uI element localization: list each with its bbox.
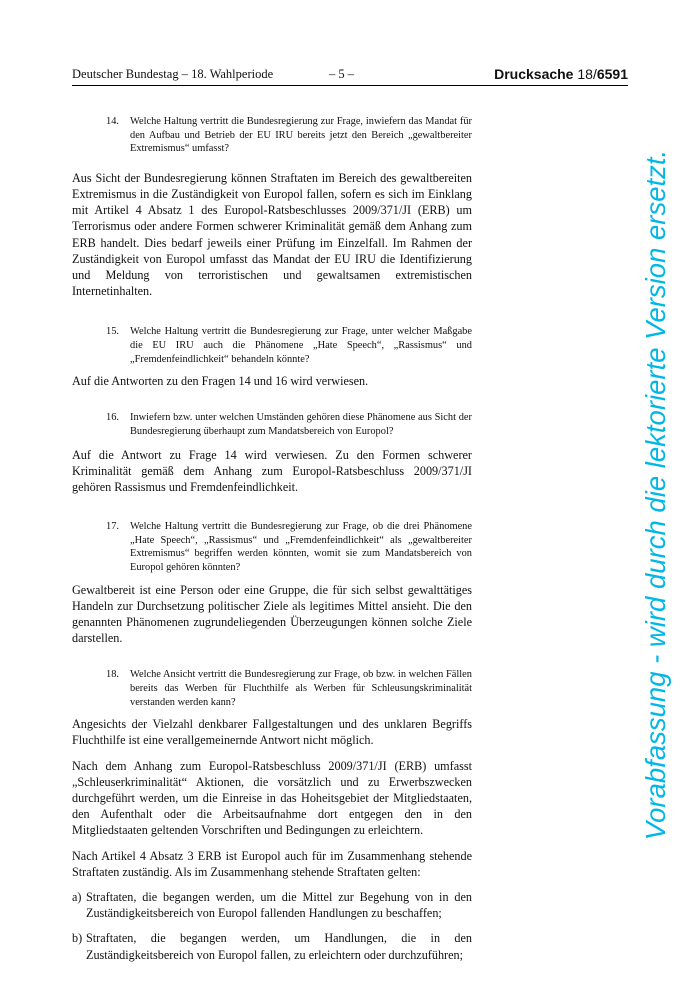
draft-watermark: Vorabfassung - wird durch die lektorierte Version ersetzt. bbox=[640, 149, 671, 841]
question-number: 18. bbox=[106, 669, 119, 681]
question-number: 14. bbox=[106, 116, 119, 127]
answer-18-paragraph: Nach Artikel 4 Absatz 3 ERB ist Europol auch für im Zusammenhang stehende Straftaten zuständig. Als im Zusammenhang stehende Straftaten gelten: bbox=[72, 848, 472, 879]
header-parliament: Deutscher Bundestag – 18. Wahlperiode bbox=[72, 67, 274, 81]
document-body bbox=[72, 115, 472, 963]
document-number bbox=[494, 66, 628, 82]
question-number: 16. bbox=[106, 412, 119, 424]
list-item-text: Straftaten, die begangen werden, um die Mittel zur Begehung von in den Zuständigkeitsbereich von Europol fallenden Handlungen zu beschaffen; bbox=[86, 889, 472, 921]
question-15 bbox=[106, 325, 472, 366]
question-text: Welche Haltung vertritt die Bundesregierung zur Frage, unter welcher Maßgabe die EU IRU auch die Phänomene „Hate Speech“, „Rassismus“ und „Fremdenfeindlichkeit“ behandeln könnte? bbox=[130, 326, 472, 365]
question-17 bbox=[106, 520, 472, 574]
question-number: 17. bbox=[106, 521, 119, 533]
question-text: Welche Haltung vertritt die Bundesregierung zur Frage, inwiefern das Mandat für den Aufbau und Betrieb der EU IRU bereits jetzt den Bereich „gewaltbereiter Extremismus“ umfasst? bbox=[130, 116, 472, 155]
question-text: Inwiefern bzw. unter welchen Umständen gehören diese Phänomene aus Sicht der Bundesregierung überhaupt zum Mandatsbereich von Europol? bbox=[130, 412, 472, 437]
answer-17: Gewaltbereit ist eine Person oder eine Gruppe, die für sich selbst gewalttätiges Handeln zur Durchsetzung politischer Ziele als legitimes Mittel ansieht. Die den genannten Phänomenen zugrundeliegenden Überzeugungen können solche Ziele darstellen. bbox=[72, 582, 472, 646]
page-header bbox=[72, 67, 628, 86]
question-16 bbox=[106, 411, 472, 438]
answer-15: Auf die Antworten zu den Fragen 14 und 16 wird verwiesen. bbox=[72, 374, 369, 389]
list-item-text: Straftaten, die begangen werden, um Handlungen, die in den Zuständigkeitsbereich von Europol fallen, zu erleichtern oder durchzuführen; bbox=[86, 931, 472, 962]
question-number: 15. bbox=[106, 326, 119, 338]
list-item-label: b) bbox=[72, 931, 83, 946]
doc-num-prefix: 18/ bbox=[577, 66, 597, 82]
answer-14: Aus Sicht der Bundesregierung können Straftaten im Bereich des gewaltbereiten Extremismus in die Zuständigkeit von Europol fallen, sofern es sich im Einklang mit Artikel 4 Absatz 1 des Europol-Ratsbeschlusses 2009/371/JI (ERB) um Terrorismus oder andere Formen schwerer Kriminalität gemäß dem Anhang zum ERB handelt. Dies bedarf jeweils einer Prüfung im Einzelfall. Im Rahmen der Zuständigkeit von Europol umfasst das Mandat der EU IRU die Identifizierung und Meldung von terroristischen und gewaltsamen extremistischen Internetinhalten. bbox=[72, 170, 472, 299]
answer-16: Auf die Antwort zu Frage 14 wird verwiesen. Zu den Formen schwerer Kriminalität gemäß dem Anhang zum Europol-Ratsbeschluss 2009/371/JI gehören Rassismus und Fremdenfeindlichkeit. bbox=[72, 447, 472, 494]
page-number: – 5 – bbox=[329, 67, 354, 81]
question-18 bbox=[106, 668, 472, 709]
question-14 bbox=[106, 115, 472, 156]
answer-18-paragraph: Angesichts der Vielzahl denkbarer Fallgestaltungen und des unklaren Begriffs Fluchthilfe ist eine verallgemeinernde Antwort nicht möglich. bbox=[72, 717, 472, 748]
list-item-label: a) bbox=[72, 889, 82, 904]
doc-num-suffix: 6591 bbox=[596, 66, 628, 82]
question-text: Welche Haltung vertritt die Bundesregierung zur Frage, ob die drei Phänomene „Hate Speech“, „Rassismus“ und „Fremdenfeindlichkeit“ als „gewaltbereiter Extremismus“ begriffen werden könnten, womit sie zum Mandatsbereich von Europol gehören könnten? bbox=[130, 521, 472, 573]
list-item bbox=[72, 930, 472, 962]
question-text: Welche Ansicht vertritt die Bundesregierung zur Frage, ob bzw. in welchen Fällen bereits das Werben für Fluchthilfe als Werben für Schleusungskriminalität verstanden werden kann? bbox=[130, 669, 472, 708]
doc-label: Drucksache bbox=[494, 66, 574, 82]
list-item bbox=[72, 889, 472, 921]
answer-18-paragraph: Nach dem Anhang zum Europol-Ratsbeschluss 2009/371/JI (ERB) umfasst „Schleuserkriminalität“ Aktionen, die vorsätzlich und zu Erwerbszwecken durchgeführt werden, um die Einreise in das Hoheitsgebiet der Mitgliedstaaten, den Aufenthalt oder die Arbeitsaufnahme dort entgegen den in den Mitgliedstaaten geltenden Vorschriften und Bedingungen zu erleichtern. bbox=[72, 758, 472, 838]
